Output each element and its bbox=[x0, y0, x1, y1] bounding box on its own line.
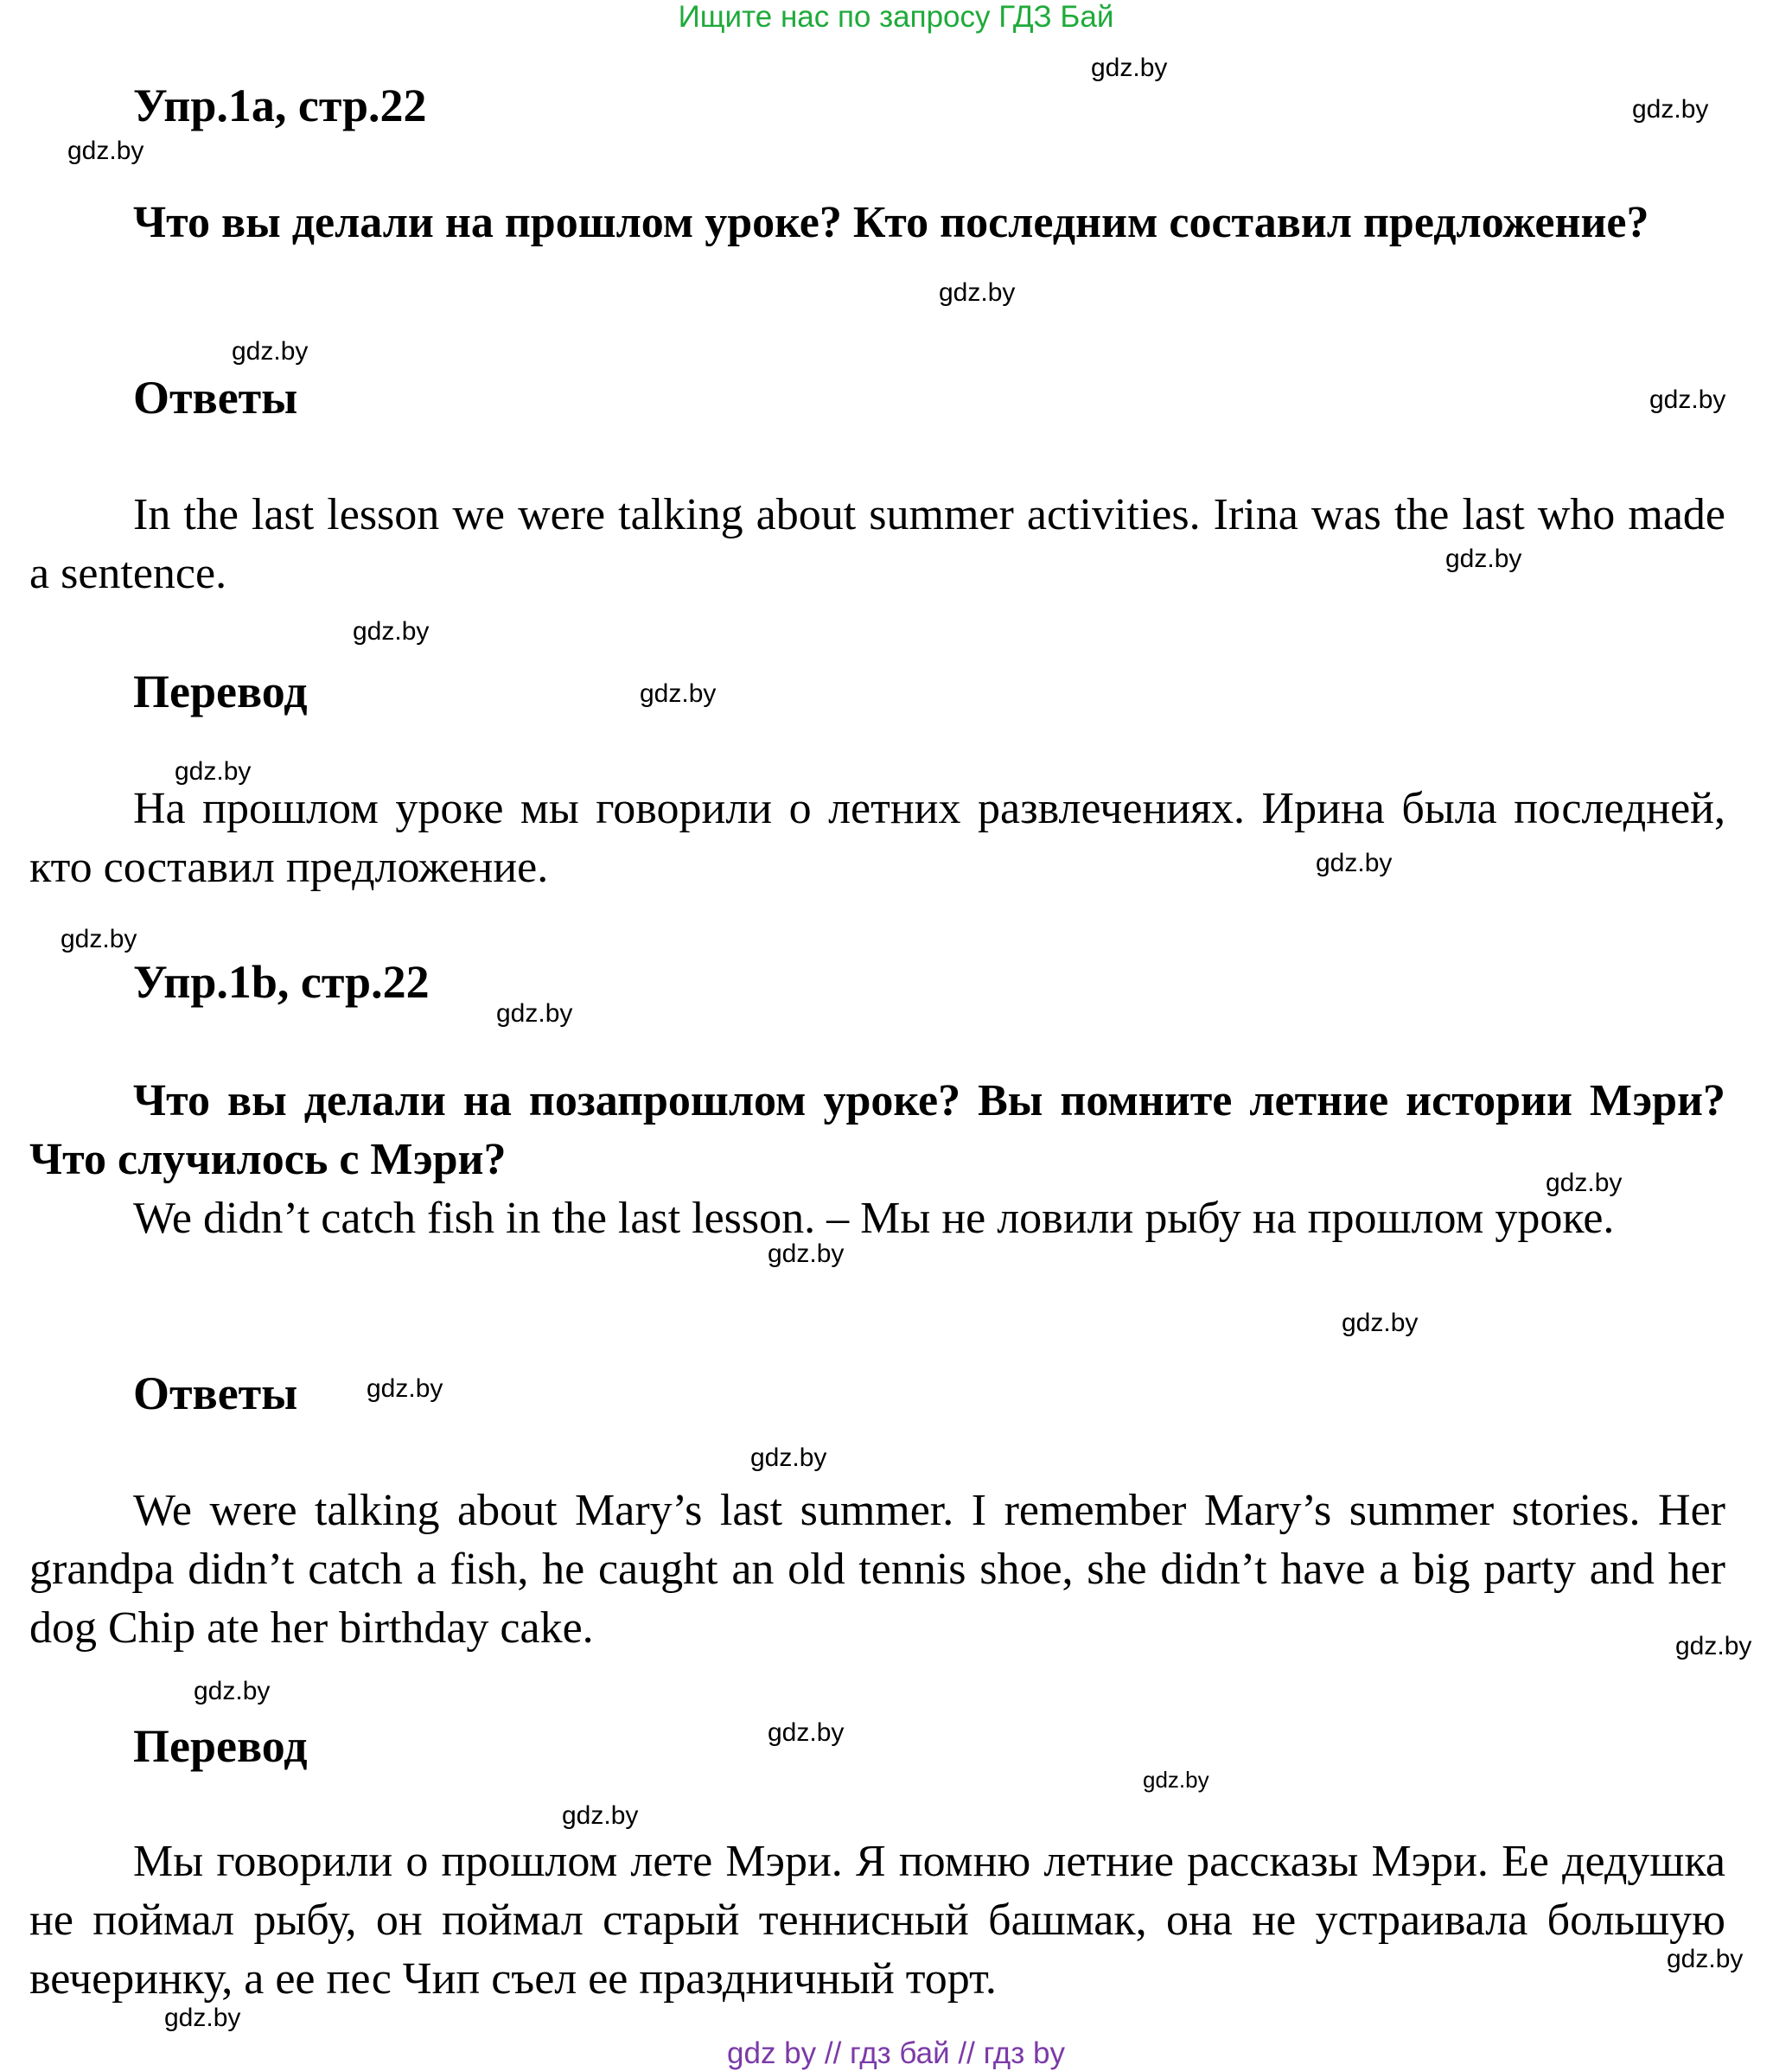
exercise-1b-example: We didn’t catch fish in the last lesson. – Мы не ловили рыбу на прошлом уроке. bbox=[133, 1194, 1615, 1243]
watermark: gdz.by bbox=[175, 757, 252, 786]
watermark: gdz.by bbox=[367, 1374, 443, 1403]
watermark: gdz.by bbox=[1445, 545, 1522, 573]
exercise-1a-answers-label: Ответы bbox=[133, 372, 298, 424]
watermark: gdz.by bbox=[768, 1239, 845, 1268]
footer-links: gdz by // гдз бай // гдз by bbox=[727, 2036, 1065, 2070]
watermark: gdz.by bbox=[1675, 1632, 1752, 1660]
watermark: gdz.by bbox=[562, 1801, 639, 1830]
watermark: gdz.by bbox=[1632, 95, 1709, 124]
watermark: gdz.by bbox=[496, 999, 573, 1028]
watermark: gdz.by bbox=[1091, 54, 1168, 82]
exercise-1a-translation-label: Перевод bbox=[133, 666, 308, 717]
watermark: gdz.by bbox=[67, 137, 144, 165]
exercise-1b-answers-label: Ответы bbox=[133, 1367, 298, 1419]
watermark: gdz.by bbox=[1546, 1169, 1623, 1197]
watermark: gdz.by bbox=[1649, 386, 1726, 414]
watermark: gdz.by bbox=[61, 925, 137, 953]
watermark: gdz.by bbox=[939, 278, 1016, 307]
exercise-1a-question: Что вы делали на прошлом уроке? Кто последним составил предложение? bbox=[133, 198, 1649, 247]
watermark: gdz.by bbox=[164, 2004, 241, 2032]
watermark: gdz.by bbox=[1342, 1309, 1419, 1337]
watermark: gdz.by bbox=[640, 679, 717, 708]
watermark: gdz.by bbox=[1316, 849, 1393, 877]
watermark: gdz.by bbox=[232, 337, 309, 366]
exercise-1a-title: Упр.1а, стр.22 bbox=[133, 80, 427, 131]
exercise-1b-translation-label: Перевод bbox=[133, 1720, 308, 1772]
exercise-1b-translation: Мы говорили о прошлом лете Мэри. Я помню летние рассказы Мэри. Ее дедушка не поймал рыбу, он поймал старый теннисный башмак, она не устраивала большую вечеринку, а ее пес Чип съел ее праздничный торт. bbox=[29, 1837, 1725, 2004]
watermark: gdz.by bbox=[768, 1718, 845, 1747]
search-banner: Ищите нас по запросу ГДЗ Бай bbox=[678, 0, 1114, 34]
watermark: gdz.by bbox=[353, 617, 430, 646]
watermark: gdz.by bbox=[1667, 1945, 1744, 1973]
exercise-1a-answer: In the last lesson we were talking about summer activities. Irina was the last who made a sentence. bbox=[29, 490, 1725, 598]
exercise-1b-question: Что вы делали на позапрошлом уроке? Вы помните летние истории Мэри? Что случилось с Мэри? bbox=[29, 1076, 1725, 1184]
watermark: gdz.by bbox=[1143, 1767, 1209, 1793]
exercise-1a-translation: На прошлом уроке мы говорили о летних развлечениях. Ирина была последней, кто составил предложение. bbox=[29, 784, 1725, 892]
exercise-1b-answer: We were talking about Mary’s last summer. I remember Mary’s summer stories. Her grandpa didn’t catch a fish, he caught an old tennis shoe, she didn’t have a big party and her dog Chip ate her birthday cake. bbox=[29, 1486, 1725, 1653]
watermark: gdz.by bbox=[194, 1677, 271, 1705]
exercise-1b-title: Упр.1b, стр.22 bbox=[133, 956, 430, 1008]
watermark: gdz.by bbox=[750, 1443, 827, 1472]
